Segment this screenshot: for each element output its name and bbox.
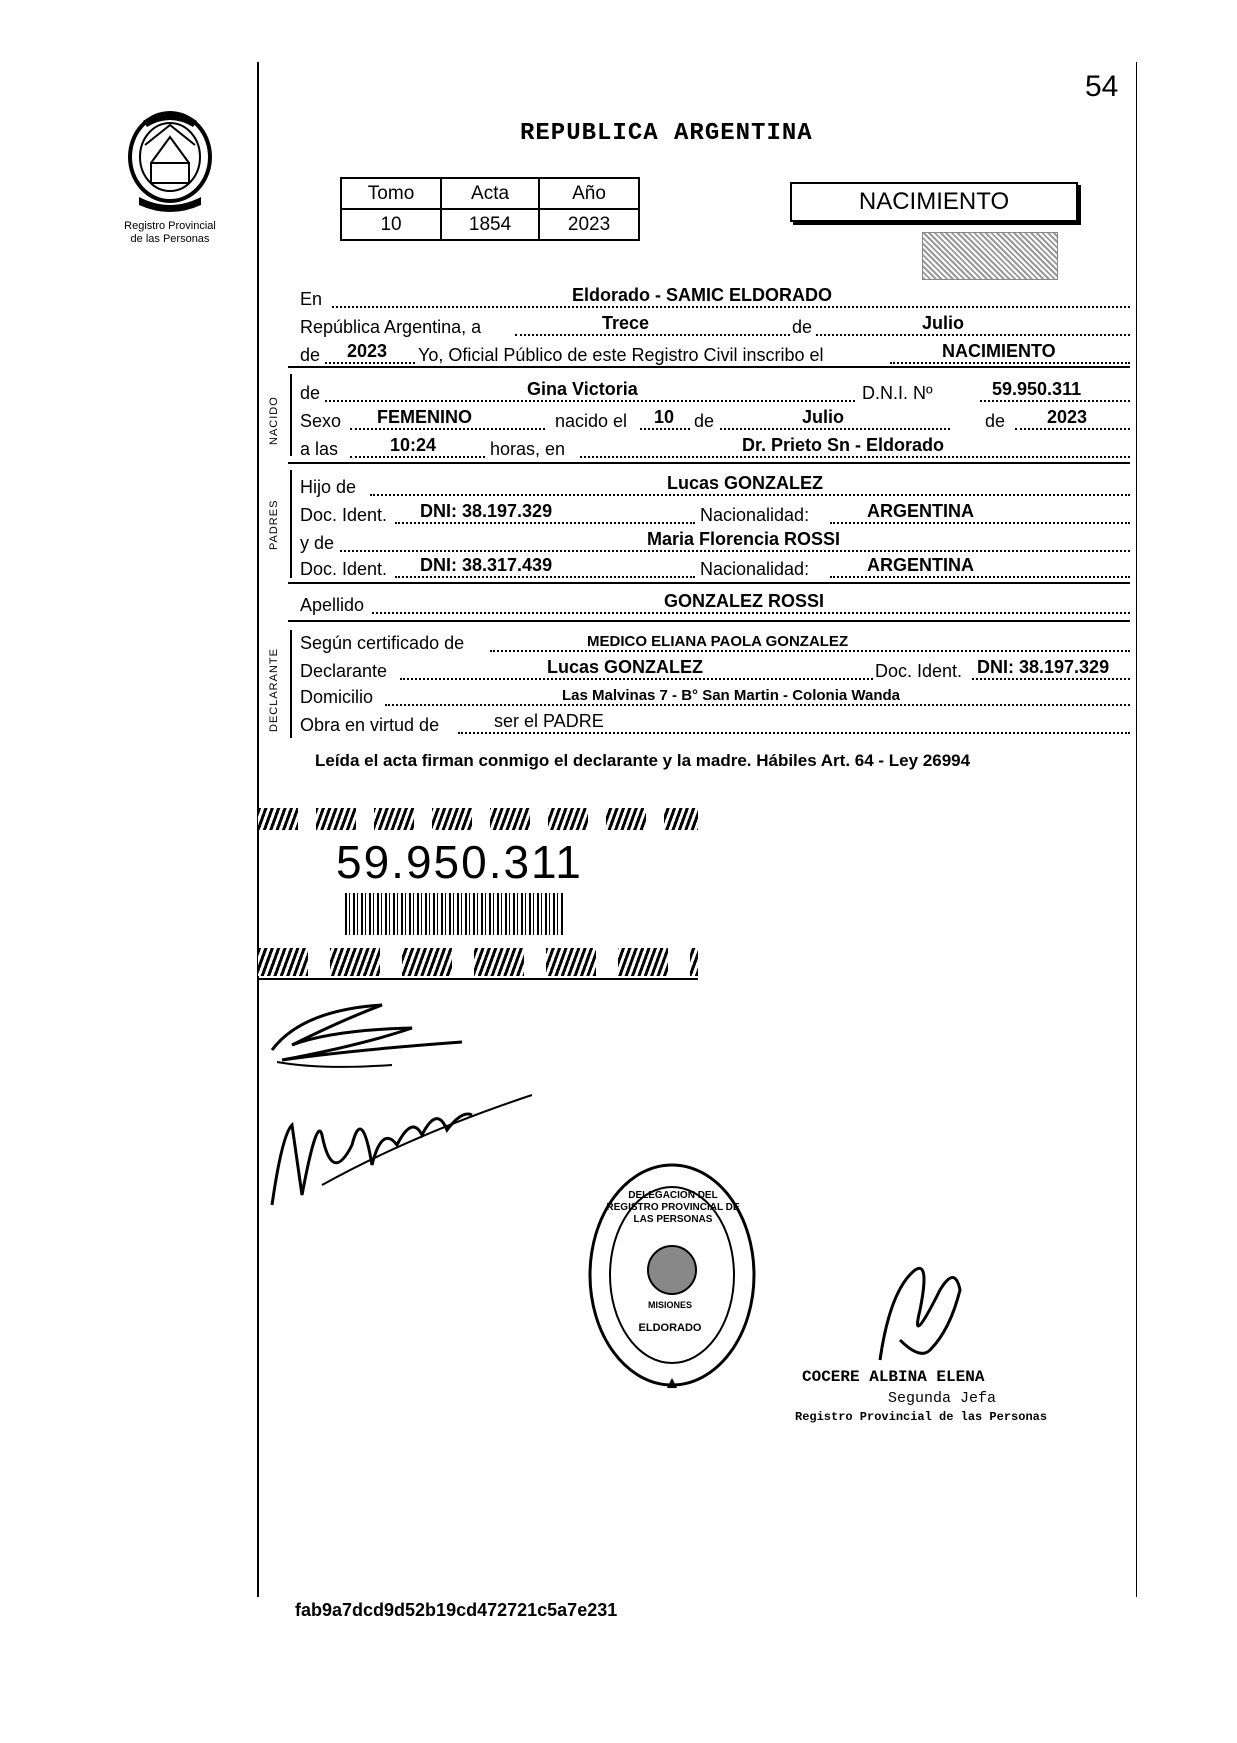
birth-time: 10:24 (390, 435, 437, 455)
dotted-line (972, 678, 1130, 680)
header-acta: Acta (441, 178, 539, 209)
value-tomo: 10 (341, 209, 441, 240)
dotted-line (830, 522, 1130, 524)
place-row (300, 286, 1130, 312)
dotted-line (515, 334, 1130, 336)
dotted-line (350, 456, 485, 458)
padres-label: PADRES (268, 499, 280, 550)
dotted-line (720, 428, 950, 430)
seal-center-text: ELDORADO (638, 1322, 702, 1334)
label-doc-ident: Doc. Ident. (875, 661, 963, 681)
seal-side-text: MISIONES (647, 1300, 692, 1310)
father-doc-row (300, 502, 1130, 528)
value-anio: 2023 (539, 209, 639, 240)
declarante-row (300, 658, 1130, 684)
official-title: Segunda Jefa (888, 1390, 997, 1407)
mother-nationality: ARGENTINA (867, 555, 974, 575)
father-nationality: ARGENTINA (867, 501, 974, 521)
value-acta: 1854 (441, 209, 539, 240)
official-seal (585, 1160, 760, 1390)
dotted-line (385, 704, 1130, 706)
closing-note: Leída el acta firman conmigo el declarante y la madre. Hábiles Art. 64 - Ley 26994 (315, 751, 971, 770)
dotted-line (325, 362, 415, 364)
header-anio: Año (539, 178, 639, 209)
dotted-line (395, 576, 695, 578)
dotted-line (400, 678, 900, 680)
label-sexo: Sexo (300, 411, 342, 431)
mother-signature (262, 1075, 542, 1230)
label-declarante: Declarante (300, 661, 388, 681)
nacido-sex-row (300, 408, 1130, 434)
label-inscribe: Yo, Oficial Público de este Registro Civil inscribo el (418, 345, 824, 365)
child-sex: FEMENINO (377, 407, 473, 427)
dotted-line (340, 550, 1130, 552)
official-name: COCERE ALBINA ELENA (802, 1368, 985, 1386)
dotted-line (395, 522, 695, 524)
page-number: 54 (1085, 70, 1119, 103)
father-row (300, 474, 1130, 500)
header-tomo: Tomo (341, 178, 441, 209)
birth-month: Julio (802, 407, 845, 427)
label-hijo-de: Hijo de (300, 477, 357, 497)
birth-year: 2023 (1047, 407, 1088, 427)
reason-value: ser el PADRE (494, 711, 604, 731)
label-de-month: de (792, 317, 813, 337)
label-domicilio: Domicilio (300, 687, 374, 707)
label-de-year: de (300, 345, 321, 365)
label-en: En (300, 289, 323, 309)
surname-row (300, 592, 1130, 618)
dotted-line (830, 576, 1130, 578)
rnp-pattern-top (258, 808, 698, 830)
record-type-box: NACIMIENTO (790, 182, 1078, 222)
document-hash: fab9a7dcd9d52b19cd472721c5a7e231 (295, 1600, 618, 1620)
nacido-label: NACIDO (268, 396, 280, 445)
inscription-type: NACIMIENTO (942, 341, 1056, 361)
seal-ring-text: DELEGACION DEL REGISTRO PROVINCIAL DE LAS PERSONAS (606, 1190, 740, 1225)
date-month: Julio (922, 313, 965, 333)
place-value: Eldorado - SAMIC ELDORADO (572, 285, 832, 305)
label-obra: Obra en virtud de (300, 715, 440, 735)
dotted-line (640, 428, 690, 430)
label-nacionalidad: Nacionalidad: (700, 559, 810, 579)
label-segun: Según certificado de (300, 633, 465, 653)
birth-day: 10 (654, 407, 675, 427)
label-apellido: Apellido (300, 595, 365, 615)
nacido-name-row (300, 380, 1130, 406)
separator (288, 366, 1130, 368)
child-dni: 59.950.311 (992, 379, 1082, 399)
birth-place: Dr. Prieto Sn - Eldorado (742, 435, 945, 455)
official-office: Registro Provincial de las Personas (795, 1410, 1048, 1424)
nacido-time-row (300, 436, 1130, 462)
registry-table-values (341, 209, 639, 240)
padres-bar (290, 470, 292, 578)
dotted-line (890, 362, 1130, 364)
dotted-line (490, 650, 1130, 652)
inscription-row (300, 342, 1130, 368)
rnp-barcode (345, 893, 565, 935)
label-doc-ident: Doc. Ident. (300, 559, 388, 579)
father-doc: DNI: 38.197.329 (420, 501, 553, 521)
rnp-number: 59.950.311 (336, 836, 583, 888)
declarante-name: Lucas GONZALEZ (547, 657, 704, 677)
label-de: de (300, 383, 321, 403)
label-nacionalidad: Nacionalidad: (700, 505, 810, 525)
mother-row (300, 530, 1130, 556)
reason-row (300, 712, 1130, 738)
label-horas-en: horas, en (490, 439, 566, 459)
nacido-bar (290, 374, 292, 456)
rnp-pattern-bottom (258, 948, 698, 976)
mother-name: Maria Florencia ROSSI (647, 529, 841, 549)
certificate-row (300, 630, 1130, 656)
label-a-las: a las (300, 439, 339, 459)
label-de-2: de (694, 411, 715, 431)
mother-doc-row (300, 556, 1130, 582)
official-signature (860, 1250, 980, 1375)
province-logo (115, 105, 225, 215)
address-value: Las Malvinas 7 - B° San Martin - Colonia Wanda (562, 687, 900, 704)
label-doc-ident: Doc. Ident. (300, 505, 388, 525)
label-de-3: de (985, 411, 1006, 431)
label-nacido-el: nacido el (555, 411, 628, 431)
mother-doc: DNI: 38.317.439 (420, 555, 553, 575)
date-row (300, 314, 1130, 340)
surname: GONZALEZ ROSSI (664, 591, 825, 611)
label-republica: República Argentina, a (300, 317, 482, 337)
registry-stamp (922, 232, 1058, 280)
dotted-line (332, 306, 1130, 308)
date-day: Trece (602, 313, 650, 333)
date-year: 2023 (347, 341, 388, 361)
dotted-line (1015, 428, 1130, 430)
document-title: REPUBLICA ARGENTINA (520, 120, 813, 147)
dotted-line (350, 428, 545, 430)
right-margin-line (1136, 62, 1137, 1597)
separator (288, 582, 1130, 584)
label-y-de: y de (300, 533, 335, 553)
registry-table (340, 177, 640, 241)
label-dni: D.N.I. Nº (862, 383, 933, 403)
address-row (300, 684, 1130, 710)
rnp-underline (258, 978, 698, 980)
dotted-line (372, 612, 1130, 614)
father-name: Lucas GONZALEZ (667, 473, 824, 493)
registry-table-header (341, 178, 639, 209)
declarante-bar (290, 630, 292, 738)
agency-name (95, 220, 245, 246)
certificate-value: MEDICO ELIANA PAOLA GONZALEZ (587, 633, 849, 650)
dotted-line (980, 400, 1130, 402)
separator (288, 462, 1130, 464)
agency-line-1: Registro Provincial (124, 220, 216, 232)
child-name: Gina Victoria (527, 379, 638, 399)
agency-line-2: de las Personas (130, 233, 210, 245)
dotted-line (325, 400, 855, 402)
declarante-doc: DNI: 38.197.329 (977, 657, 1110, 677)
declarante-label: DECLARANTE (268, 648, 280, 732)
dotted-line (458, 732, 1130, 734)
dotted-line (370, 494, 1130, 496)
dotted-line (580, 456, 1130, 458)
separator (288, 620, 1130, 622)
